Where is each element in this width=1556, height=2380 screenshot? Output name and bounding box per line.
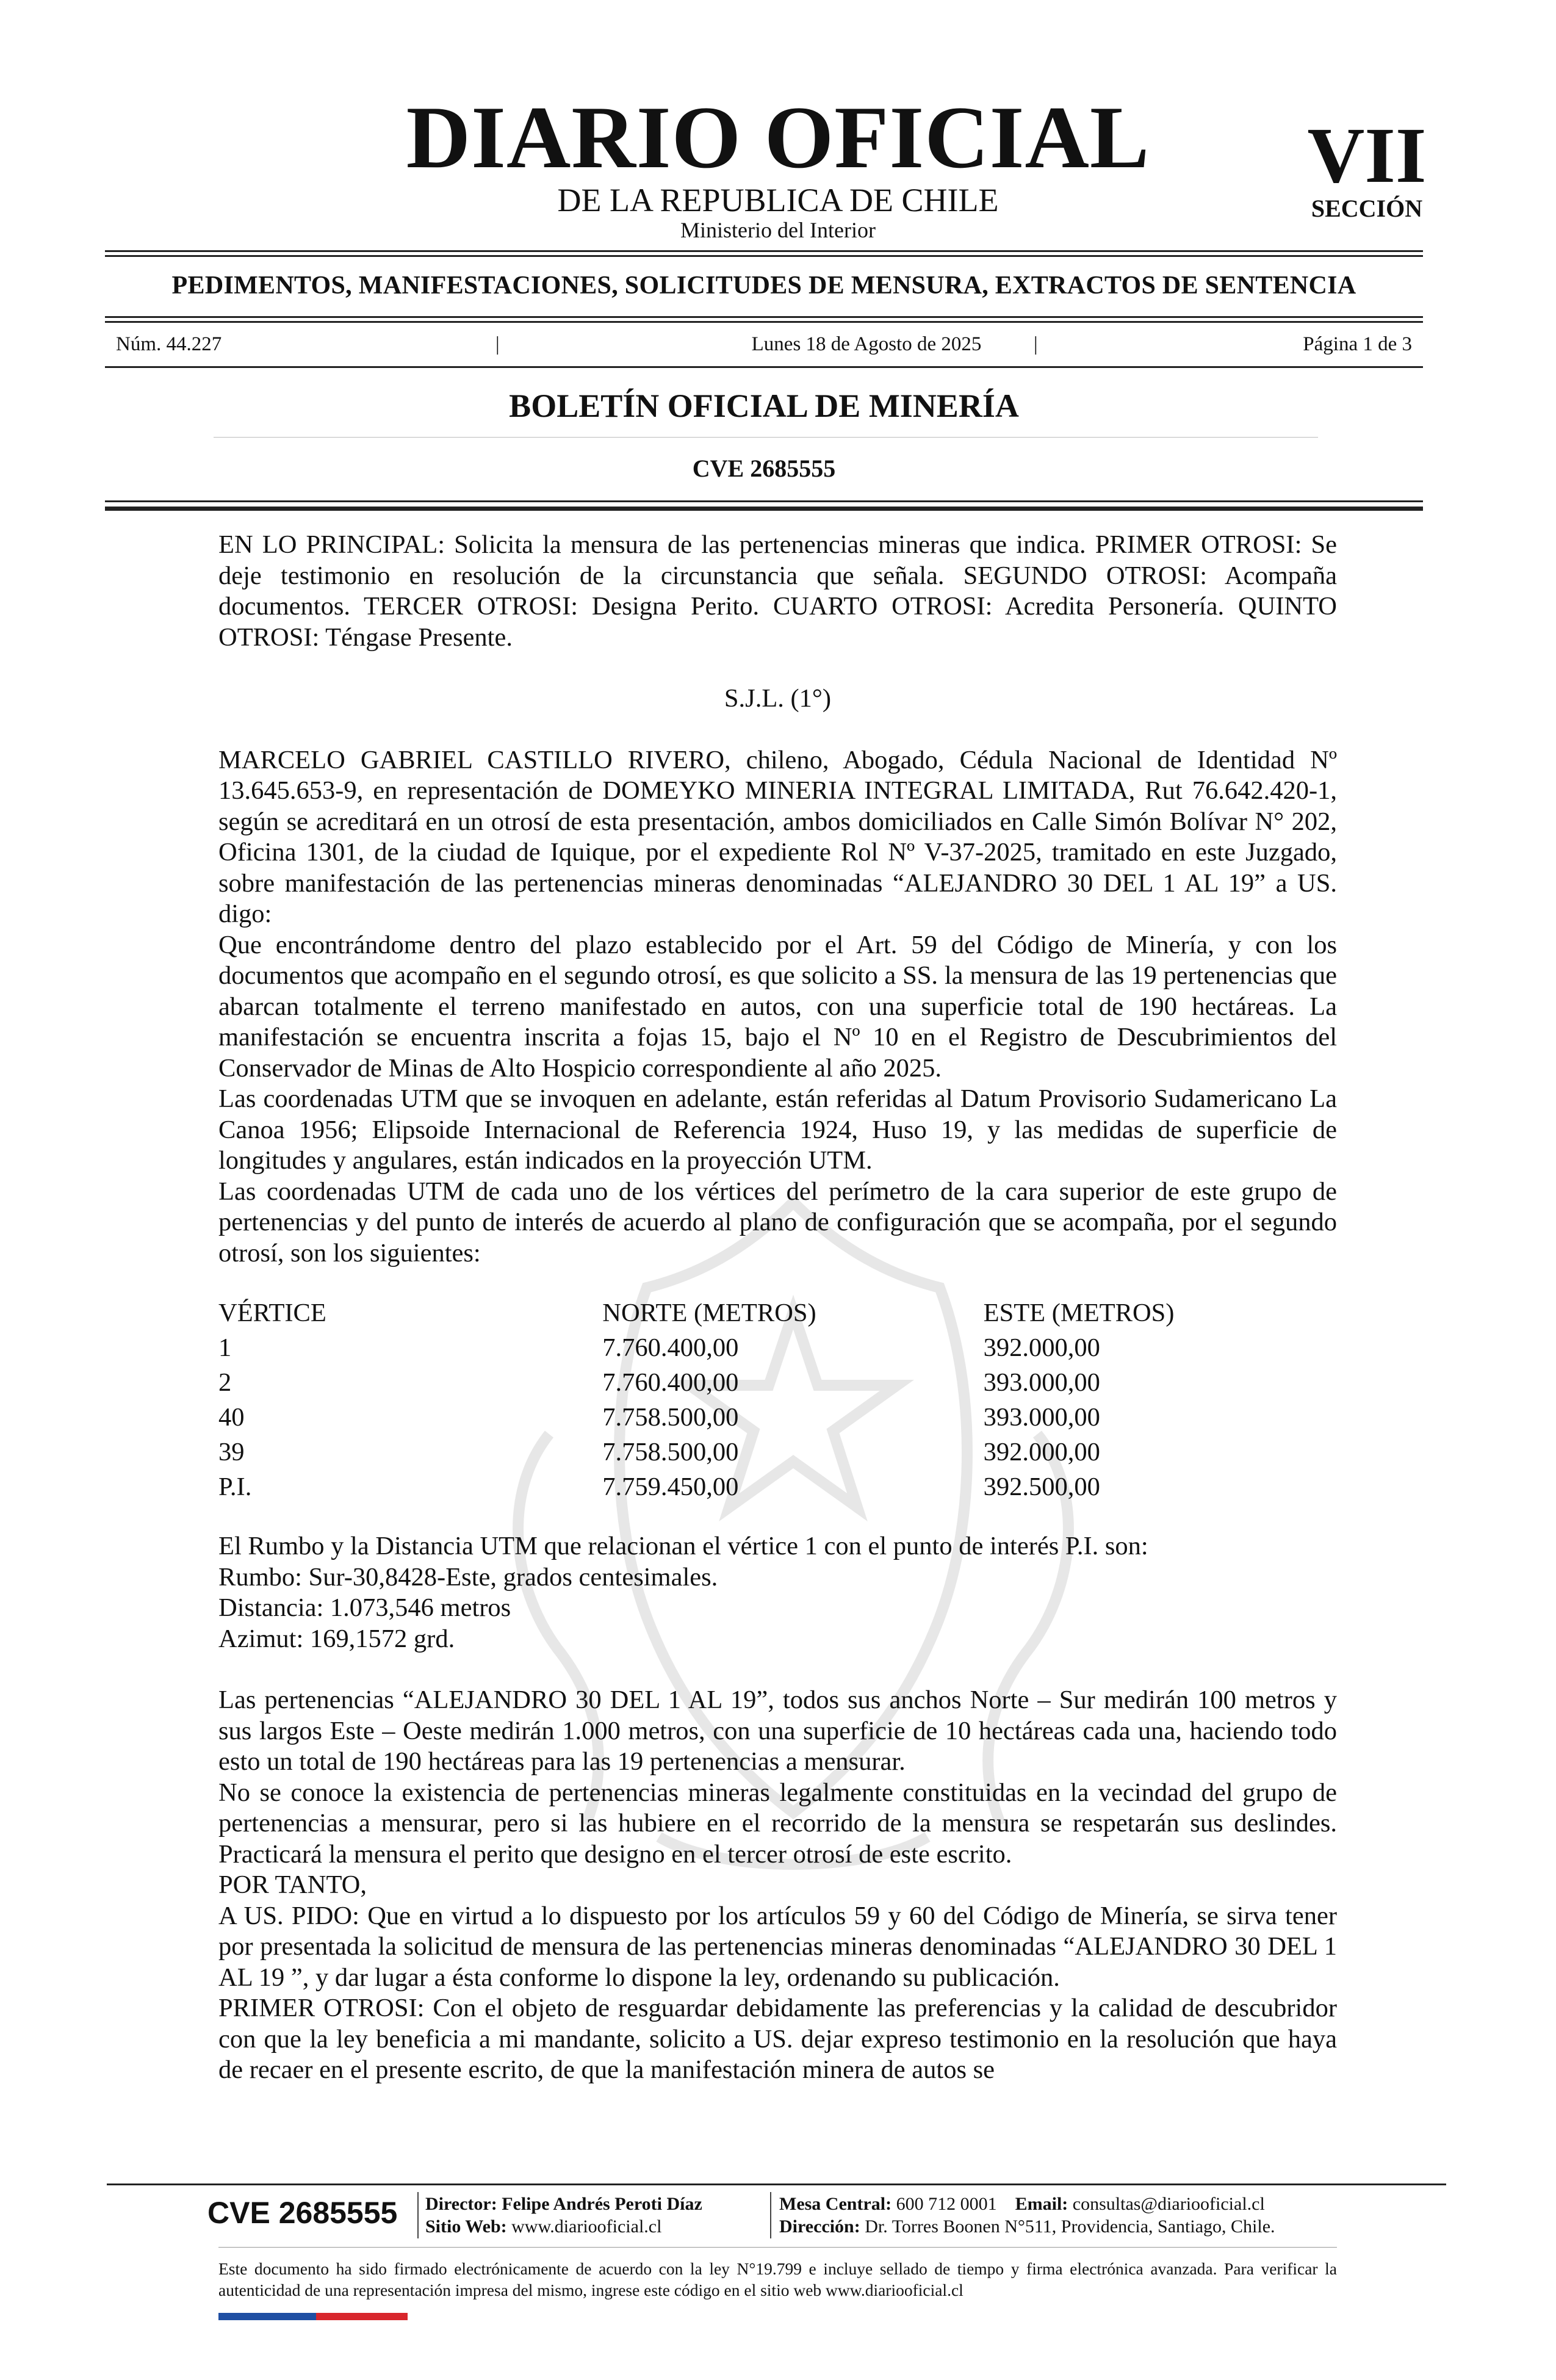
north-cell: 7.760.400,00: [602, 1368, 739, 1397]
east-cell: 392.500,00: [983, 1473, 1100, 1501]
footer-separator: [417, 2192, 419, 2238]
signature-notice: Este documento ha sido firmado electrónicamente de acuerdo con la ley N°19.799 e incluye sellado de tiempo y firma electrónica avanzada. Para verificar la autenticidad de una representación impresa del mismo, ingrese este código en el sitio web www.diariooficial.cl: [218, 2259, 1337, 2299]
section-number: [1275, 112, 1458, 222]
divider: [105, 500, 1423, 502]
cve-code: CVE 2685555: [692, 455, 836, 482]
vertex-cell: P.I.: [218, 1473, 252, 1501]
footer-director-block: [425, 2193, 702, 2238]
table-row: [218, 1400, 1337, 1435]
flag-stripe-blue: [218, 2313, 316, 2320]
table-row: [218, 1435, 1337, 1469]
vertices-paragraph: Las coordenadas UTM de cada uno de los vértices del perímetro de la cara superior de este grupo de pertenencias y del punto de interés de acuerdo al plano de configuración que se acompaña, por el segundo otrosí, son los siguientes:: [218, 1177, 1337, 1268]
bulletin-underline: [214, 437, 1318, 438]
director-name: Felipe Andrés Peroti Díaz: [502, 2194, 702, 2214]
plazo-paragraph: Que encontrándome dentro del plazo establecido por el Art. 59 del Código de Minería, y con los documentos que acompaño en el segundo otrosí, es que solicito a SS. la mensura de las 19 pertenencias que abarcan totalmente el terreno manifestado en autos, con una superficie total de 190 hectáreas. La manifestación se encuentra inscrita a fojas 15, bajo el Nº 10 en el Registro de Descubrimientos del Conservador de Minas de Alto Hospicio correspondiente al año 2025.: [218, 930, 1337, 1083]
vertex-cell: 40: [218, 1403, 245, 1432]
datum-paragraph: Las coordenadas UTM que se invoquen en adelante, están referidas al Datum Provisorio Sudamericano La Canoa 1956; Elipsoide Internacional de Referencia 1924, Huso 19, y las medidas de superficie de longitudes y angulares, están indicados en la proyección UTM.: [218, 1084, 1337, 1175]
east-cell: 393.000,00: [983, 1368, 1100, 1397]
footer-divider: [107, 2183, 1446, 2185]
azimuth-line: Azimut: 169,1572 grd.: [218, 1624, 455, 1653]
table-row: [218, 1469, 1337, 1504]
divider: [105, 316, 1423, 318]
issue-separator: |: [495, 333, 500, 355]
north-cell: 7.758.500,00: [602, 1403, 739, 1432]
column-header: ESTE (METROS): [983, 1299, 1175, 1327]
divider: [105, 366, 1423, 368]
east-cell: 393.000,00: [983, 1403, 1100, 1432]
footer-separator: [770, 2192, 771, 2238]
principal-paragraph: EN LO PRINCIPAL: Solicita la mensura de las pertenencias mineras que indica. PRIMER OTROSI: Se deje testimonio en resolución de la circunstancia que señala. SEGUNDO OTROSI: Acompaña documentos. TERCER OTROSI: Designa Perito. CUARTO OTROSI: Acredita Personería. QUINTO OTROSI: Téngase Presente.: [218, 530, 1337, 652]
footer-cve-code: CVE 2685555: [207, 2196, 398, 2230]
category-heading: PEDIMENTOS, MANIFESTACIONES, SOLICITUDES DE MENSURA, EXTRACTOS DE SENTENCIA: [171, 272, 1356, 300]
website-label: Sitio Web:: [425, 2216, 507, 2237]
website-link[interactable]: www.diariooficial.cl: [511, 2216, 662, 2237]
footer-divider: [218, 2247, 1337, 2248]
dimensions-paragraph: Las pertenencias “ALEJANDRO 30 DEL 1 AL 19”, todos sus anchos Norte – Sur medirán 100 metros y sus largos Este – Oeste medirán 1.000 metros, con una superficie de 10 hectáreas cada una, haciendo todo esto un total de 190 hectáreas para las 19 pertenencias a mensurar.: [218, 1686, 1337, 1776]
vertex-cell: 1: [218, 1333, 232, 1362]
masthead-title: DIARIO OFICIAL: [406, 88, 1150, 187]
north-cell: 7.758.500,00: [602, 1438, 739, 1466]
column-header: VÉRTICE: [218, 1299, 326, 1327]
table-row: [218, 1365, 1337, 1400]
section-label: SECCIÓN: [1311, 195, 1423, 222]
table-row: [218, 1330, 1337, 1365]
court-heading: S.J.L. (1°): [724, 684, 832, 713]
rumbo-line: Rumbo: Sur-30,8428-Este, grados centesimales.: [218, 1562, 718, 1592]
email-label: Email:: [1015, 2194, 1068, 2214]
phone-number: 600 712 0001: [896, 2194, 997, 2214]
issue-page: Página 1 de 3: [1303, 333, 1412, 355]
request-paragraph: A US. PIDO: Que en virtud a lo dispuesto por los artículos 59 y 60 del Código de Minería, se sirva tener por presentada la solicitud de mensura de las pertenencias mineras denominadas “ALEJANDRO 30 DEL 1 AL 19 ”, y dar lugar a ésta conforme lo dispone la ley, ordenando su publicación.: [218, 1901, 1337, 1992]
east-cell: 392.000,00: [983, 1438, 1100, 1466]
director-label: Director:: [425, 2194, 497, 2214]
distance-line: Distancia: 1.073,546 metros: [218, 1593, 511, 1622]
address-text: Dr. Torres Boonen N°511, Providencia, Santiago, Chile.: [865, 2216, 1275, 2237]
divider: [105, 250, 1423, 252]
vicinity-paragraph: No se conoce la existencia de pertenencias mineras legalmente constituidas en la vecindad del grupo de pertenencias a mensurar, pero si las hubiere en el recorrido de la mensura se respetarán sus deslindes. Practicará la mensura el perito que designo en el tercer otrosí de este escrito.: [218, 1778, 1337, 1869]
masthead-ministry: Ministerio del Interior: [680, 218, 876, 242]
divider: [105, 321, 1423, 323]
coordinates-table: [218, 1296, 1337, 1504]
north-cell: 7.760.400,00: [602, 1333, 739, 1362]
masthead-subtitle: DE LA REPUBLICA DE CHILE: [557, 182, 999, 218]
issue-date: Lunes 18 de Agosto de 2025: [751, 333, 982, 355]
por-tanto-line: POR TANTO,: [218, 1870, 367, 1899]
document-body: [218, 530, 1337, 2086]
primer-otrosi-paragraph: PRIMER OTROSI: Con el objeto de resguardar debidamente las preferencias y la calidad de descubridor con que la ley beneficia a mi mandante, solicito a US. dejar expreso testimonio en la resolución que haya de recaer en el presente escrito, de que la manifestación minera de autos se: [218, 1994, 1337, 2084]
divider: [105, 507, 1423, 511]
divider: [105, 255, 1423, 257]
issue-separator: |: [1034, 333, 1038, 355]
rumbo-intro: El Rumbo y la Distancia UTM que relacionan el vértice 1 con el punto de interés P.I. son:: [218, 1532, 1148, 1560]
table-header-row: [218, 1296, 1337, 1330]
footer-contact-block: [779, 2193, 1275, 2238]
east-cell: 392.000,00: [983, 1333, 1100, 1362]
issue-info-row: [110, 333, 1418, 360]
section-roman: VII: [1307, 112, 1427, 200]
north-cell: 7.759.450,00: [602, 1473, 739, 1501]
flag-stripe-red: [316, 2313, 408, 2320]
issue-number: Núm. 44.227: [116, 333, 222, 355]
phone-label: Mesa Central:: [779, 2194, 892, 2214]
bulletin-title: BOLETÍN OFICIAL DE MINERÍA: [509, 388, 1019, 424]
vertex-cell: 39: [218, 1438, 245, 1466]
column-header: NORTE (METROS): [602, 1299, 816, 1327]
intro-paragraph: MARCELO GABRIEL CASTILLO RIVERO, chileno, Abogado, Cédula Nacional de Identidad Nº 13.645.653-9, en representación de DOMEYKO MINERIA INTEGRAL LIMITADA, Rut 76.642.420-1, según se acreditará en un otrosí de esta presentación, ambos domiciliados en Calle Simón Bolívar N° 202, Oficina 1301, de la ciudad de Iquique, por el expediente Rol Nº V-37-2025, tramitado en este Juzgado, sobre manifestación de las pertenencias mineras denominadas “ALEJANDRO 30 DEL 1 AL 19” a US. digo:: [218, 745, 1337, 928]
vertex-cell: 2: [218, 1368, 232, 1397]
address-label: Dirección:: [779, 2216, 860, 2237]
email-link[interactable]: consultas@diariooficial.cl: [1072, 2194, 1265, 2214]
